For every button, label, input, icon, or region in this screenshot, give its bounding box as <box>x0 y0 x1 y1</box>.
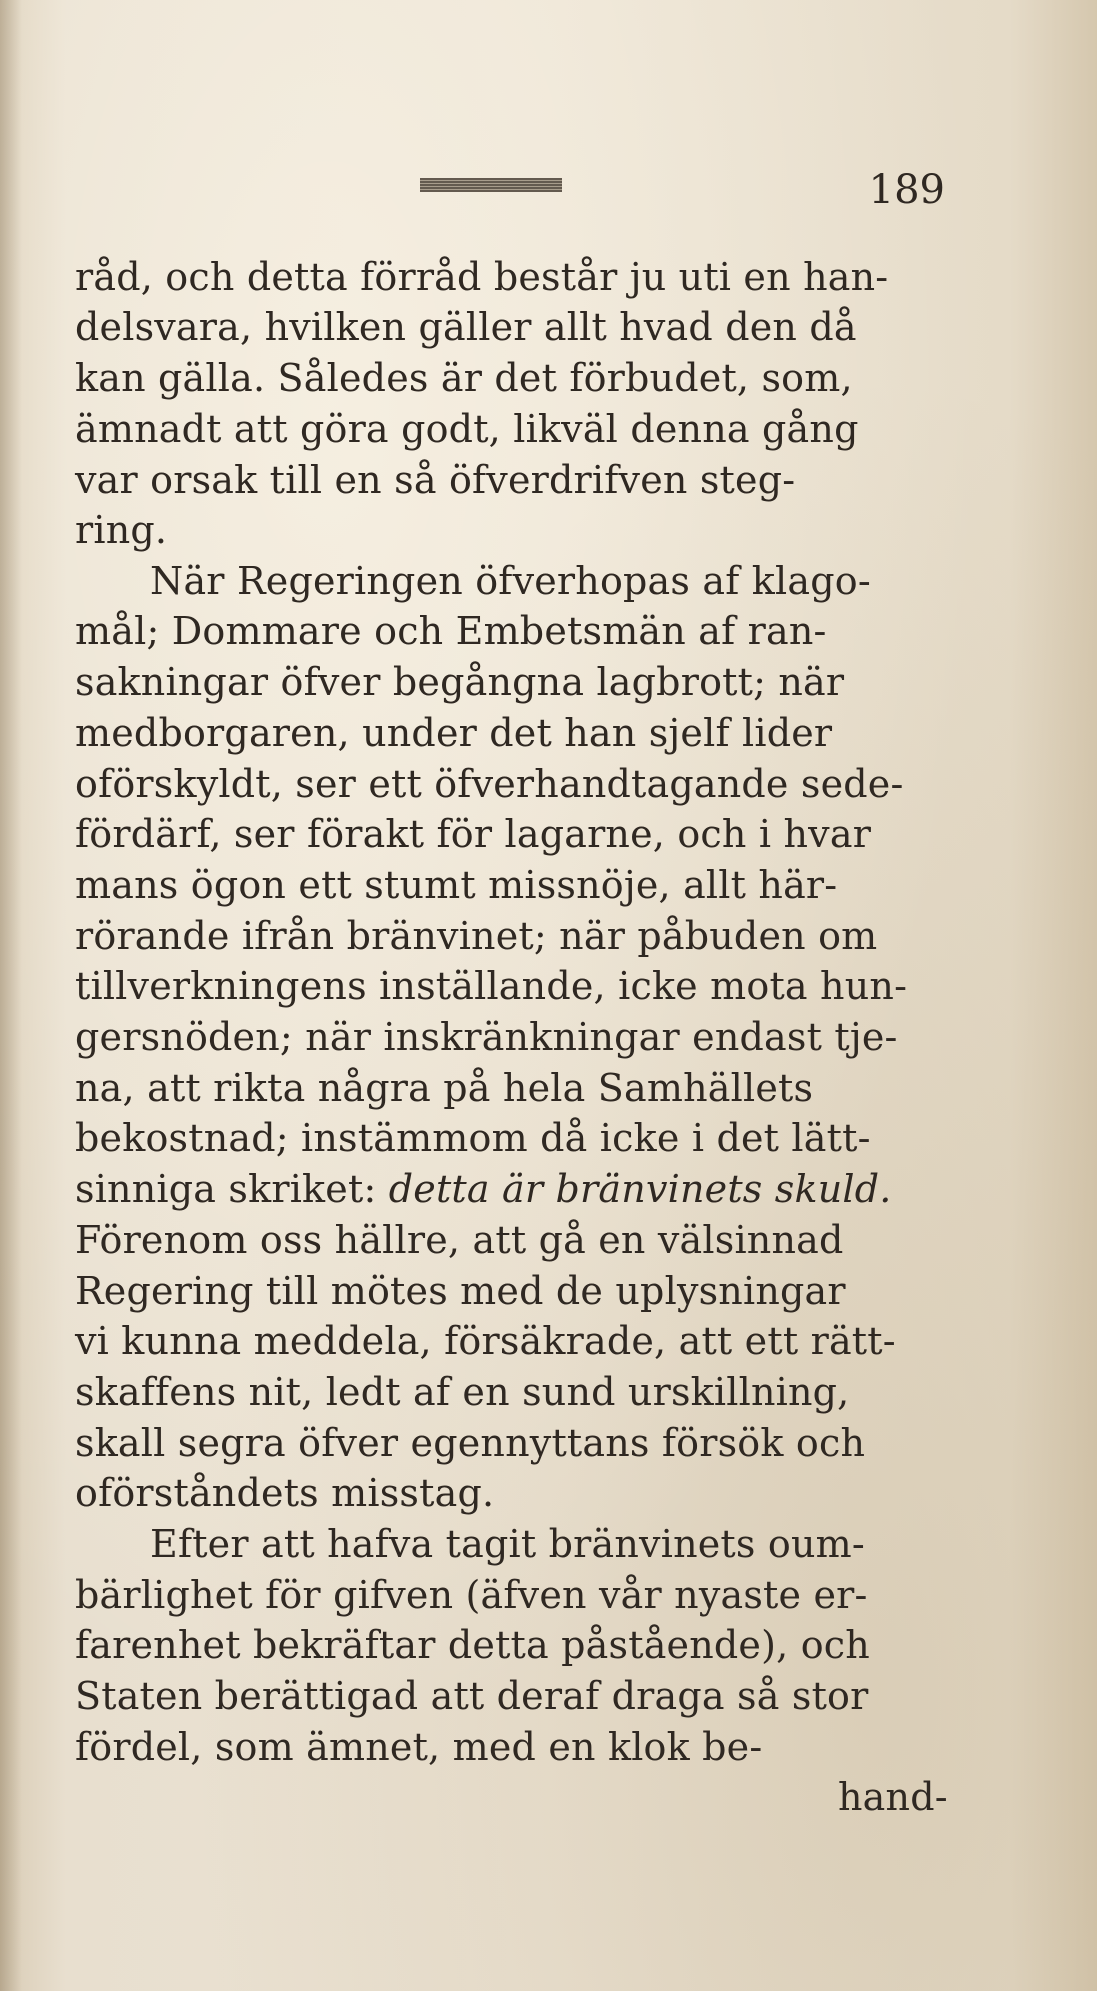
text-line: rörande ifrån bränvinet; när påbuden om <box>75 914 878 958</box>
text-line: na, att rikta några på hela Samhällets <box>75 1066 814 1110</box>
text-line: ring. <box>75 508 168 552</box>
text-line: var orsak till en så öfverdrifven steg- <box>75 458 796 502</box>
text-line: skaffens nit, ledt af en sund urskillning, <box>75 1370 850 1414</box>
text-line: sakningar öfver begångna lagbrott; när <box>75 660 845 704</box>
text-line: Förenom oss hällre, att gå en välsinnad <box>75 1218 844 1262</box>
text-line: mål; Dommare och Embetsmän af ran- <box>75 609 827 653</box>
text-line: skall segra öfver egennyttans försök och <box>75 1421 866 1465</box>
text-line: gersnöden; när inskränkningar endast tje- <box>75 1015 898 1059</box>
text-line-with-italic <box>75 1164 892 1214</box>
text-line: medborgaren, under det han sjelf lider <box>75 711 833 755</box>
text-line: råd, och detta förråd består ju uti en han- <box>75 255 889 299</box>
page-number: 189 <box>868 167 945 213</box>
text-line: mans ögon ett stumt missnöje, allt här- <box>75 863 838 907</box>
text-line: Efter att hafva tagit bränvinets oum- <box>150 1522 865 1566</box>
italic-phrase: detta är bränvinets skuld. <box>388 1167 892 1211</box>
text-line: sinniga skriket: <box>75 1167 377 1211</box>
text-line: fördel, som ämnet, med en klok be- <box>75 1725 763 1769</box>
text-line: När Regeringen öfverhopas af klago- <box>150 559 871 603</box>
catchword: hand- <box>838 1775 948 1819</box>
text-line: kan gälla. Således är det förbudet, som, <box>75 356 853 400</box>
text-line: farenhet bekräftar detta påstående), och <box>75 1623 870 1667</box>
text-line: oförskyldt, ser ett öfverhandtagande sede- <box>75 762 904 806</box>
text-line: vi kunna meddela, försäkrade, att ett rätt- <box>75 1319 896 1363</box>
text-line: Staten berättigad att deraf draga så stor <box>75 1674 869 1718</box>
text-line: oförståndets misstag. <box>75 1471 495 1515</box>
text-line: Regering till mötes med de uplysningar <box>75 1269 846 1313</box>
text-line: tillverkningens inställande, icke mota hun- <box>75 964 908 1008</box>
text-line: delsvara, hvilken gäller allt hvad den då <box>75 305 857 349</box>
text-line: ämnadt att göra godt, likväl denna gång <box>75 407 859 451</box>
text-line: fördärf, ser förakt för lagarne, och i hvar <box>75 812 872 856</box>
text-line: bekostnad; instämmom då icke i det lätt- <box>75 1116 871 1160</box>
text-line: bärlighet för gifven (äfven vår nyaste er- <box>75 1573 868 1617</box>
